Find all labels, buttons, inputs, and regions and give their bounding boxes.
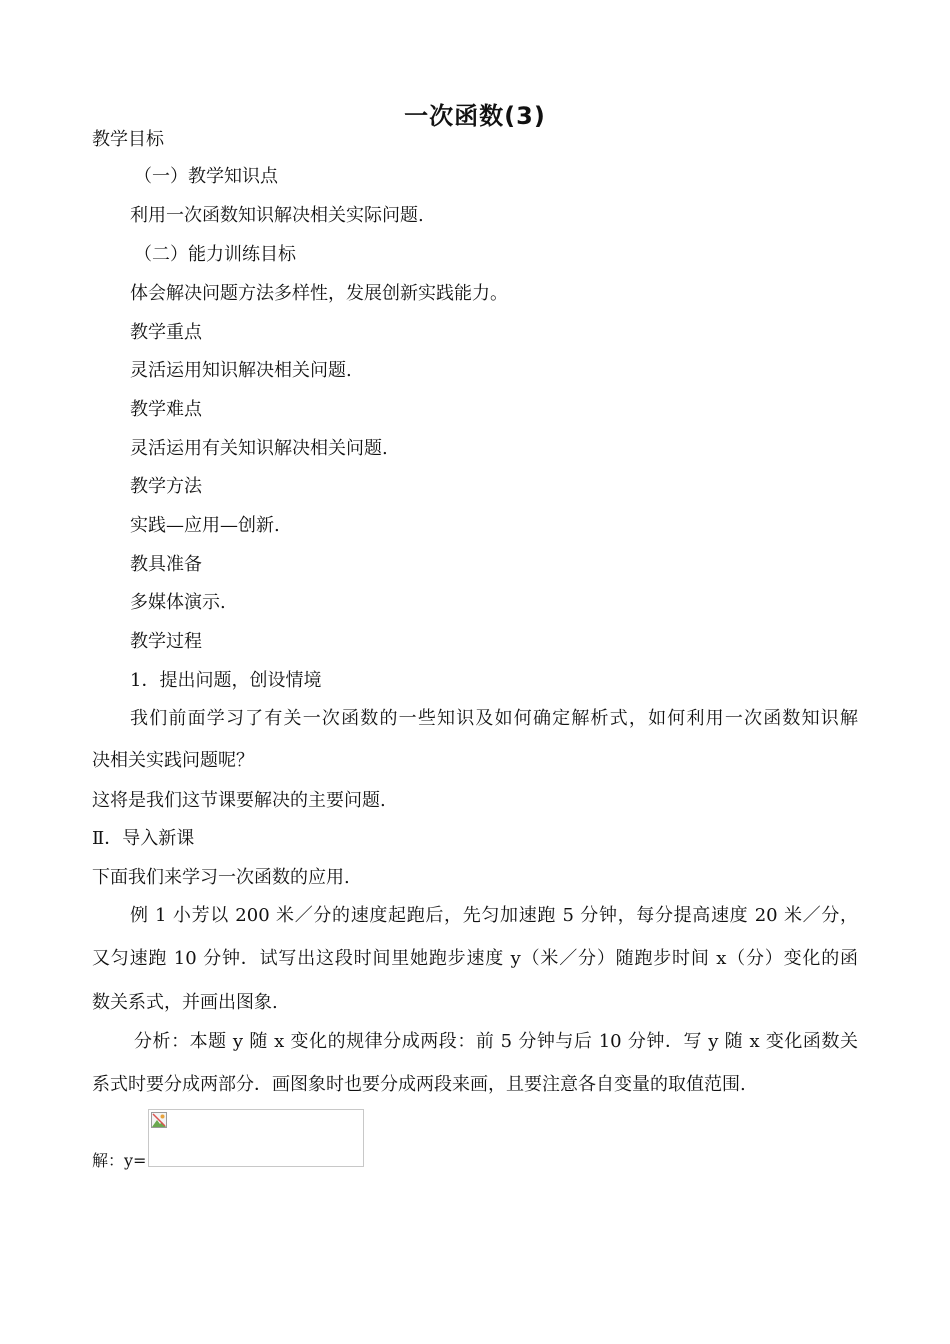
example-1-line-1: 例 1 小芳以 200 米／分的速度起跑后，先匀加速跑 5 分钟，每分提高速度 20 米／分， <box>130 905 858 926</box>
subheading-knowledge: （一）教学知识点 <box>134 166 278 187</box>
paragraph: 利用一次函数知识解决相关实际问题. <box>130 205 424 226</box>
heading-new-lesson: Ⅱ．导入新课 <box>92 828 195 849</box>
paragraph: 灵活运用有关知识解决相关问题. <box>130 438 388 459</box>
heading-difficulties: 教学难点 <box>130 399 202 420</box>
broken-image-icon <box>151 1112 167 1128</box>
example-1-line-3: 数关系式，并画出图象. <box>92 992 278 1013</box>
paragraph: 灵活运用知识解决相关问题. <box>130 360 352 381</box>
formula-image-placeholder <box>148 1109 364 1167</box>
paragraph: 我们前面学习了有关一次函数的一些知识及如何确定解析式，如何利用一次函数知识解 <box>130 708 858 729</box>
paragraph: 多媒体演示. <box>130 592 226 613</box>
heading-materials: 教具准备 <box>130 554 202 575</box>
paragraph: 实践—应用—创新. <box>130 515 280 536</box>
paragraph: 体会解决问题方法多样性，发展创新实践能力。 <box>130 283 508 304</box>
document-title: 一次函数(3) <box>404 102 546 130</box>
analysis-line-1: 分析：本题 y 随 x 变化的规律分成两段：前 5 分钟与后 10 分钟．写 y 随 x 变化函数关 <box>134 1031 858 1052</box>
example-1-line-2: 又匀速跑 10 分钟．试写出这段时间里她跑步速度 y（米／分）随跑步时间 x（分）变化的函 <box>92 948 858 969</box>
heading-process: 教学过程 <box>130 631 202 652</box>
solution-label: 解：y= <box>92 1151 147 1170</box>
heading-teaching-goals: 教学目标 <box>92 129 164 150</box>
paragraph: 下面我们来学习一次函数的应用. <box>92 867 350 888</box>
paragraph: 这将是我们这节课要解决的主要问题. <box>92 790 386 811</box>
paragraph-continued: 决相关实践问题呢？ <box>92 750 254 771</box>
subheading-ability: （二）能力训练目标 <box>134 244 296 265</box>
analysis-line-2: 系式时要分成两部分．画图象时也要分成两段来画，且要注意各自变量的取值范围. <box>92 1074 746 1095</box>
heading-method: 教学方法 <box>130 476 202 497</box>
subheading-step-1: 1．提出问题，创设情境 <box>130 670 322 691</box>
heading-key-points: 教学重点 <box>130 322 202 343</box>
